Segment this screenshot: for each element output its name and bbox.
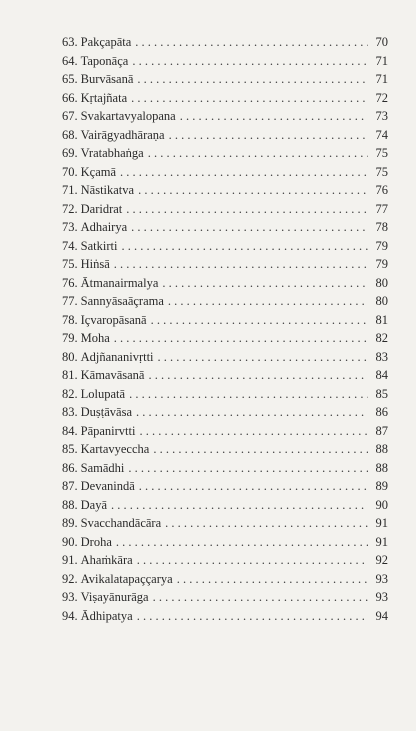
entry-number: 79. (62, 331, 78, 345)
entry-title: Vairāgyadhāraṇa (80, 127, 165, 142)
dot-leader (129, 385, 368, 404)
toc-entry (62, 440, 388, 459)
entry-page-number: 79 (375, 238, 388, 253)
entry-page-number: 93 (375, 590, 388, 604)
entry-number: 87. (62, 479, 78, 493)
dot-leader (131, 89, 368, 108)
entry-number: 84. (62, 423, 78, 438)
toc-entry (62, 144, 388, 163)
entry-page-number: 88 (375, 460, 388, 475)
dot-leader (151, 311, 368, 330)
dot-leader (116, 533, 368, 552)
entry-title: Viṣayānurāga (80, 590, 149, 604)
entry-number: 94. (62, 608, 78, 623)
entry-number: 77. (62, 294, 78, 308)
entry-title: Vratabhaṅga (80, 146, 144, 160)
dot-leader (137, 70, 368, 89)
entry-title: Kṛtajñata (80, 90, 128, 105)
entry-page-number: 91 (375, 516, 388, 530)
entry-title: Dayā (80, 497, 107, 512)
toc-entry (62, 163, 388, 182)
dot-leader (153, 440, 368, 459)
entry-number: 66. (62, 90, 78, 105)
toc-entry (62, 255, 388, 274)
entry-title: Adhairya (80, 220, 128, 234)
entry-number: 71. (62, 183, 78, 197)
entry-number: 86. (62, 460, 78, 475)
entry-title: Hiṅsā (80, 257, 110, 271)
toc-entry (62, 70, 388, 89)
entry-title: Kçamā (80, 164, 117, 179)
toc-entry (62, 274, 388, 293)
dot-leader (180, 107, 368, 126)
entry-page-number: 87 (375, 423, 388, 438)
toc-entry (62, 126, 388, 145)
entry-title: Duṣṭāvāsa (80, 405, 132, 419)
dot-leader (138, 181, 368, 200)
entry-title: Pakçapāta (80, 35, 132, 49)
entry-title: Burvāsanā (80, 72, 134, 86)
toc-entry (62, 459, 388, 478)
entry-number: 76. (62, 275, 78, 290)
entry-page-number: 78 (375, 220, 388, 234)
toc-entry (62, 366, 388, 385)
dot-leader (139, 477, 368, 496)
toc-entry (62, 496, 388, 515)
entry-title: Adjñananivṛtti (80, 349, 154, 364)
entry-page-number: 92 (375, 553, 388, 567)
entry-number: 88. (62, 497, 78, 512)
entry-title: Ahaṁkāra (80, 553, 133, 567)
entry-page-number: 77 (375, 201, 388, 216)
entry-number: 91. (62, 553, 78, 567)
entry-number: 75. (62, 257, 78, 271)
toc-entry (62, 385, 388, 404)
dot-leader (135, 33, 368, 52)
toc-entry (62, 607, 388, 626)
entry-number: 74. (62, 238, 78, 253)
toc-entry (62, 329, 388, 348)
dot-leader (169, 126, 368, 145)
entry-page-number: 90 (375, 497, 388, 512)
entry-number: 69. (62, 146, 78, 160)
entry-page-number: 82 (375, 331, 388, 345)
toc-entry (62, 107, 388, 126)
entry-page-number: 88 (375, 442, 388, 456)
toc-entry (62, 33, 388, 52)
toc-entry (62, 89, 388, 108)
entry-page-number: 81 (375, 312, 388, 327)
dot-leader (148, 144, 368, 163)
entry-title: Sannyāsaāçrama (80, 294, 164, 308)
entry-page-number: 71 (375, 72, 388, 86)
entry-number: 93. (62, 590, 78, 604)
toc-entry (62, 237, 388, 256)
entry-title: Kartavyeccha (80, 442, 150, 456)
dot-leader (128, 459, 368, 478)
entry-title: Svacchandācāra (80, 516, 162, 530)
entry-page-number: 75 (375, 164, 388, 179)
entry-page-number: 94 (375, 608, 388, 623)
toc-entry (62, 570, 388, 589)
dot-leader (136, 403, 368, 422)
entry-number: 83. (62, 405, 78, 419)
entry-title: Nāstikatva (80, 183, 135, 197)
dot-leader (168, 292, 368, 311)
toc-entry (62, 533, 388, 552)
toc-entry (62, 292, 388, 311)
toc-entry (62, 403, 388, 422)
dot-leader (137, 551, 368, 570)
entry-page-number: 83 (375, 349, 388, 364)
toc-entry (62, 52, 388, 71)
entry-title: Moha (80, 331, 110, 345)
entry-number: 70. (62, 164, 78, 179)
entry-title: Lolupatā (80, 386, 126, 401)
entry-page-number: 93 (375, 571, 388, 586)
entry-number: 73. (62, 220, 78, 234)
entry-page-number: 72 (375, 90, 388, 105)
dot-leader (131, 218, 368, 237)
dot-leader (114, 255, 368, 274)
entry-page-number: 85 (375, 386, 388, 401)
toc-entry (62, 348, 388, 367)
toc-entry (62, 588, 388, 607)
entry-title: Kāmavāsanā (80, 368, 145, 382)
entry-page-number: 70 (375, 35, 388, 49)
dot-leader (126, 200, 368, 219)
entry-title: Pāpanirvtti (80, 423, 136, 438)
toc-entry (62, 181, 388, 200)
dot-leader (158, 348, 368, 367)
toc-entry (62, 422, 388, 441)
entry-title: Samādhi (80, 460, 125, 475)
entry-page-number: 84 (375, 368, 388, 382)
entry-title: Taponāça (80, 53, 129, 68)
entry-page-number: 73 (375, 109, 388, 123)
entry-number: 85. (62, 442, 78, 456)
entry-number: 63. (62, 35, 78, 49)
toc-entry (62, 551, 388, 570)
entry-title: Ātmanairmalya (80, 275, 159, 290)
entry-page-number: 76 (375, 183, 388, 197)
entry-page-number: 89 (375, 479, 388, 493)
entry-number: 64. (62, 53, 78, 68)
toc-entry (62, 311, 388, 330)
dot-leader (137, 607, 368, 626)
entry-number: 72. (62, 201, 78, 216)
dot-leader (165, 514, 368, 533)
entry-number: 78. (62, 312, 78, 327)
dot-leader (132, 52, 368, 71)
entry-page-number: 86 (375, 405, 388, 419)
toc-entry (62, 218, 388, 237)
toc-entry (62, 200, 388, 219)
toc-entry (62, 477, 388, 496)
entry-number: 65. (62, 72, 78, 86)
dot-leader (153, 588, 368, 607)
entry-number: 68. (62, 127, 78, 142)
entry-title: Svakartavyalopana (80, 109, 176, 123)
entry-title: Satkirti (80, 238, 118, 253)
dot-leader (162, 274, 368, 293)
entry-page-number: 74 (375, 127, 388, 142)
entry-number: 92. (62, 571, 78, 586)
entry-page-number: 71 (375, 53, 388, 68)
entry-title: Daridrat (80, 201, 123, 216)
entry-page-number: 80 (375, 275, 388, 290)
dot-leader (120, 163, 368, 182)
dot-leader (121, 237, 368, 256)
entry-number: 90. (62, 534, 78, 549)
entry-page-number: 80 (375, 294, 388, 308)
entry-number: 80. (62, 349, 78, 364)
dot-leader (114, 329, 368, 348)
entry-page-number: 79 (375, 257, 388, 271)
entry-number: 81. (62, 368, 78, 382)
entry-title: Içvaropāsanā (80, 312, 147, 327)
entry-number: 82. (62, 386, 78, 401)
entry-page-number: 75 (375, 146, 388, 160)
dot-leader (148, 366, 368, 385)
dot-leader (139, 422, 368, 441)
toc-entry (62, 514, 388, 533)
dot-leader (111, 496, 368, 515)
entry-title: Droha (80, 534, 112, 549)
dot-leader (177, 570, 368, 589)
entry-title: Ādhipatya (80, 608, 133, 623)
entry-number: 89. (62, 516, 78, 530)
entry-number: 67. (62, 109, 78, 123)
entry-title: Devanindā (80, 479, 135, 493)
table-of-contents (62, 33, 388, 625)
entry-title: Avikalatapaççarya (80, 571, 173, 586)
entry-page-number: 91 (375, 534, 388, 549)
